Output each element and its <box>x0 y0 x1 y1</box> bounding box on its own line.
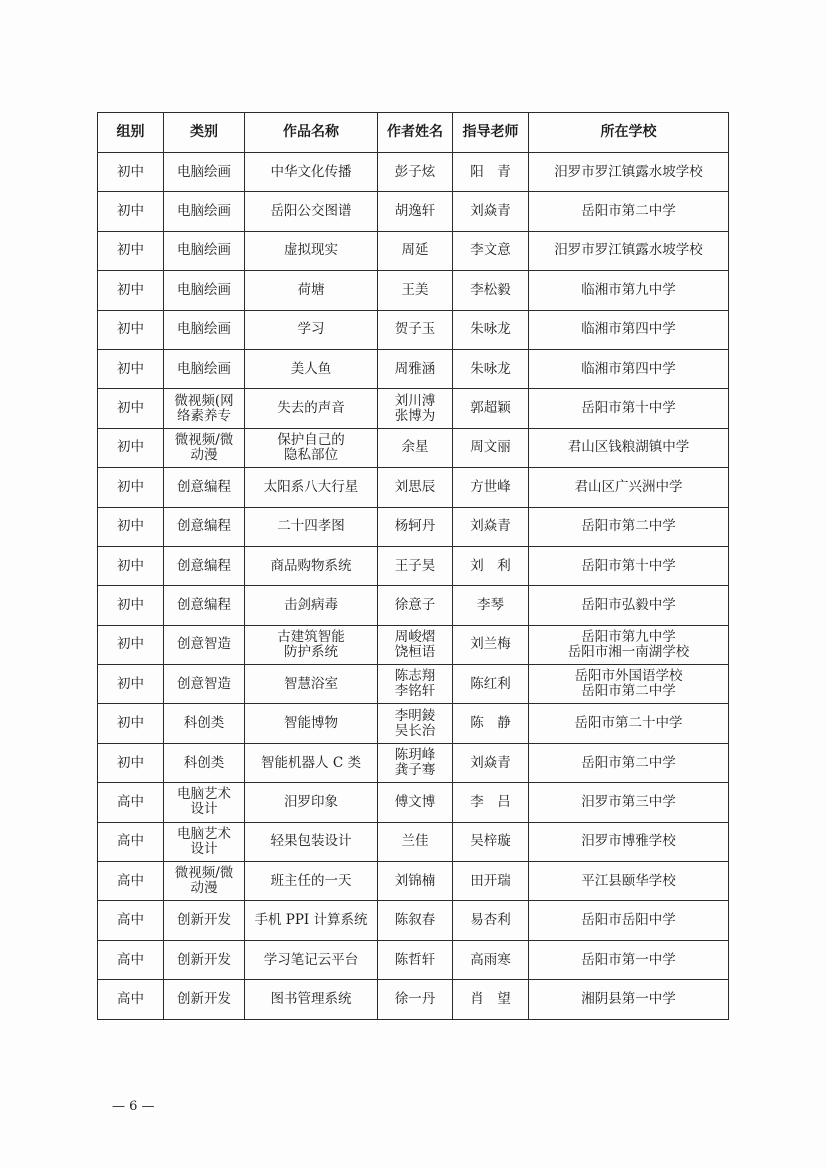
cell-school: 岳阳市外国语学校 岳阳市第二中学 <box>529 665 729 704</box>
cell-work-title: 学习 <box>245 310 378 349</box>
cell-author: 王子昊 <box>378 546 453 585</box>
table-row <box>98 389 729 428</box>
cell-instructor: 方世峰 <box>453 468 529 507</box>
cell-instructor: 易杏利 <box>453 901 529 940</box>
cell-instructor: 刘 利 <box>453 546 529 585</box>
cell-school: 汨罗市博雅学校 <box>529 822 729 861</box>
cell-work-title: 岳阳公交图谱 <box>245 192 378 231</box>
cell-group: 初中 <box>98 665 164 704</box>
cell-group: 初中 <box>98 271 164 310</box>
cell-author: 陈玥峰 龚子骞 <box>378 743 453 782</box>
cell-school: 岳阳市第二中学 <box>529 192 729 231</box>
cell-group: 初中 <box>98 625 164 664</box>
cell-author: 陈叙春 <box>378 901 453 940</box>
table-row <box>98 349 729 388</box>
cell-school: 岳阳市岳阳中学 <box>529 901 729 940</box>
cell-group: 高中 <box>98 940 164 979</box>
cell-author: 杨轲丹 <box>378 507 453 546</box>
cell-school: 临湘市第九中学 <box>529 271 729 310</box>
cell-category: 创意编程 <box>164 507 245 546</box>
cell-author: 陈哲轩 <box>378 940 453 979</box>
cell-work-title: 智能博物 <box>245 704 378 743</box>
cell-group: 初中 <box>98 546 164 585</box>
cell-category: 微视频(网 络素养专 <box>164 389 245 428</box>
cell-author: 傅文博 <box>378 783 453 822</box>
header-work-title: 作品名称 <box>245 113 378 153</box>
cell-school: 汨罗市罗江镇露水坡学校 <box>529 153 729 192</box>
cell-category: 创意编程 <box>164 546 245 585</box>
cell-author: 徐一丹 <box>378 980 453 1019</box>
cell-instructor: 李 吕 <box>453 783 529 822</box>
cell-group: 高中 <box>98 901 164 940</box>
table-body <box>98 153 729 1020</box>
cell-instructor: 刘焱青 <box>453 743 529 782</box>
cell-work-title: 智能机器人 C 类 <box>245 743 378 782</box>
cell-group: 高中 <box>98 822 164 861</box>
cell-category: 电脑绘画 <box>164 231 245 270</box>
cell-group: 初中 <box>98 349 164 388</box>
cell-work-title: 班主任的一天 <box>245 862 378 901</box>
cell-category: 创新开发 <box>164 901 245 940</box>
cell-instructor: 刘焱青 <box>453 507 529 546</box>
cell-instructor: 刘焱青 <box>453 192 529 231</box>
cell-category: 创新开发 <box>164 980 245 1019</box>
cell-category: 电脑艺术 设计 <box>164 822 245 861</box>
cell-author: 周峻熠 饶桓语 <box>378 625 453 664</box>
cell-instructor: 陈红利 <box>453 665 529 704</box>
cell-instructor: 陈 静 <box>453 704 529 743</box>
cell-author: 胡逸轩 <box>378 192 453 231</box>
cell-instructor: 李琴 <box>453 586 529 625</box>
table-row <box>98 704 729 743</box>
cell-work-title: 美人鱼 <box>245 349 378 388</box>
cell-work-title: 古建筑智能 防护系统 <box>245 625 378 664</box>
cell-work-title: 中华文化传播 <box>245 153 378 192</box>
cell-category: 电脑艺术 设计 <box>164 783 245 822</box>
page-number: — 6 — <box>112 1099 155 1114</box>
cell-author: 徐意子 <box>378 586 453 625</box>
table-row <box>98 507 729 546</box>
table-row <box>98 980 729 1019</box>
header-school: 所在学校 <box>529 113 729 153</box>
header-group: 组别 <box>98 113 164 153</box>
cell-category: 电脑绘画 <box>164 349 245 388</box>
cell-instructor: 李文意 <box>453 231 529 270</box>
cell-school: 临湘市第四中学 <box>529 349 729 388</box>
cell-instructor: 吴梓璇 <box>453 822 529 861</box>
cell-school: 岳阳市第一中学 <box>529 940 729 979</box>
header-author: 作者姓名 <box>378 113 453 153</box>
cell-author: 贺子玉 <box>378 310 453 349</box>
table-row <box>98 743 729 782</box>
cell-group: 高中 <box>98 783 164 822</box>
cell-category: 科创类 <box>164 743 245 782</box>
cell-group: 初中 <box>98 153 164 192</box>
table-row <box>98 231 729 270</box>
cell-school: 岳阳市弘毅中学 <box>529 586 729 625</box>
cell-group: 初中 <box>98 704 164 743</box>
cell-school: 汨罗市罗江镇露水坡学校 <box>529 231 729 270</box>
header-category: 类别 <box>164 113 245 153</box>
cell-category: 创意智造 <box>164 625 245 664</box>
table-row <box>98 271 729 310</box>
cell-school: 岳阳市第十中学 <box>529 546 729 585</box>
cell-work-title: 击剑病毒 <box>245 586 378 625</box>
cell-category: 创意编程 <box>164 468 245 507</box>
cell-category: 微视频/微 动漫 <box>164 862 245 901</box>
cell-school: 平江县颐华学校 <box>529 862 729 901</box>
cell-work-title: 学习笔记云平台 <box>245 940 378 979</box>
cell-group: 初中 <box>98 231 164 270</box>
header-instructor: 指导老师 <box>453 113 529 153</box>
table-header-row <box>98 113 729 153</box>
table-row <box>98 822 729 861</box>
table-row <box>98 862 729 901</box>
cell-author: 王美 <box>378 271 453 310</box>
cell-group: 初中 <box>98 507 164 546</box>
table-row <box>98 428 729 467</box>
cell-school: 汨罗市第三中学 <box>529 783 729 822</box>
table-row <box>98 310 729 349</box>
cell-category: 科创类 <box>164 704 245 743</box>
cell-school: 岳阳市第十中学 <box>529 389 729 428</box>
cell-instructor: 朱咏龙 <box>453 310 529 349</box>
cell-author: 彭子炫 <box>378 153 453 192</box>
cell-group: 高中 <box>98 862 164 901</box>
cell-category: 电脑绘画 <box>164 310 245 349</box>
cell-work-title: 太阳系八大行星 <box>245 468 378 507</box>
cell-instructor: 周文丽 <box>453 428 529 467</box>
table-row <box>98 153 729 192</box>
table-row <box>98 940 729 979</box>
cell-work-title: 荷塘 <box>245 271 378 310</box>
cell-group: 初中 <box>98 192 164 231</box>
cell-school: 临湘市第四中学 <box>529 310 729 349</box>
cell-group: 初中 <box>98 586 164 625</box>
cell-instructor: 阳 青 <box>453 153 529 192</box>
cell-group: 初中 <box>98 310 164 349</box>
table-row <box>98 625 729 664</box>
table-row <box>98 901 729 940</box>
cell-instructor: 刘兰梅 <box>453 625 529 664</box>
table-row <box>98 546 729 585</box>
cell-author: 余星 <box>378 428 453 467</box>
cell-instructor: 高雨寒 <box>453 940 529 979</box>
table-row <box>98 665 729 704</box>
cell-instructor: 朱咏龙 <box>453 349 529 388</box>
cell-category: 创新开发 <box>164 940 245 979</box>
table-row <box>98 783 729 822</box>
cell-school: 岳阳市第二十中学 <box>529 704 729 743</box>
cell-instructor: 肖 望 <box>453 980 529 1019</box>
cell-author: 刘思辰 <box>378 468 453 507</box>
cell-instructor: 李松毅 <box>453 271 529 310</box>
cell-author: 刘川溥 张博为 <box>378 389 453 428</box>
cell-group: 高中 <box>98 980 164 1019</box>
cell-author: 周延 <box>378 231 453 270</box>
cell-work-title: 汨罗印象 <box>245 783 378 822</box>
cell-school: 岳阳市第二中学 <box>529 743 729 782</box>
cell-school: 君山区广兴洲中学 <box>529 468 729 507</box>
cell-group: 初中 <box>98 743 164 782</box>
cell-author: 兰佳 <box>378 822 453 861</box>
cell-work-title: 图书管理系统 <box>245 980 378 1019</box>
cell-category: 微视频/微 动漫 <box>164 428 245 467</box>
cell-work-title: 轻果包装设计 <box>245 822 378 861</box>
cell-work-title: 失去的声音 <box>245 389 378 428</box>
cell-category: 电脑绘画 <box>164 271 245 310</box>
cell-instructor: 郭超颖 <box>453 389 529 428</box>
table-row <box>98 468 729 507</box>
cell-category: 电脑绘画 <box>164 192 245 231</box>
cell-school: 湘阴县第一中学 <box>529 980 729 1019</box>
cell-author: 陈志翔 李铭轩 <box>378 665 453 704</box>
cell-group: 初中 <box>98 428 164 467</box>
table-row <box>98 586 729 625</box>
cell-work-title: 二十四孝图 <box>245 507 378 546</box>
cell-category: 创意智造 <box>164 665 245 704</box>
table-row <box>98 192 729 231</box>
cell-work-title: 保护自己的 隐私部位 <box>245 428 378 467</box>
cell-work-title: 手机 PPI 计算系统 <box>245 901 378 940</box>
cell-category: 创意编程 <box>164 586 245 625</box>
cell-group: 初中 <box>98 468 164 507</box>
cell-work-title: 商品购物系统 <box>245 546 378 585</box>
cell-author: 周雅涵 <box>378 349 453 388</box>
cell-school: 岳阳市第二中学 <box>529 507 729 546</box>
cell-instructor: 田开瑞 <box>453 862 529 901</box>
cell-author: 李明錂 吴长治 <box>378 704 453 743</box>
cell-author: 刘锦楠 <box>378 862 453 901</box>
cell-category: 电脑绘画 <box>164 153 245 192</box>
cell-group: 初中 <box>98 389 164 428</box>
awards-table <box>97 112 729 1020</box>
cell-school: 君山区钱粮湖镇中学 <box>529 428 729 467</box>
cell-work-title: 虚拟现实 <box>245 231 378 270</box>
cell-work-title: 智慧浴室 <box>245 665 378 704</box>
cell-school: 岳阳市第九中学 岳阳市湘一南湖学校 <box>529 625 729 664</box>
